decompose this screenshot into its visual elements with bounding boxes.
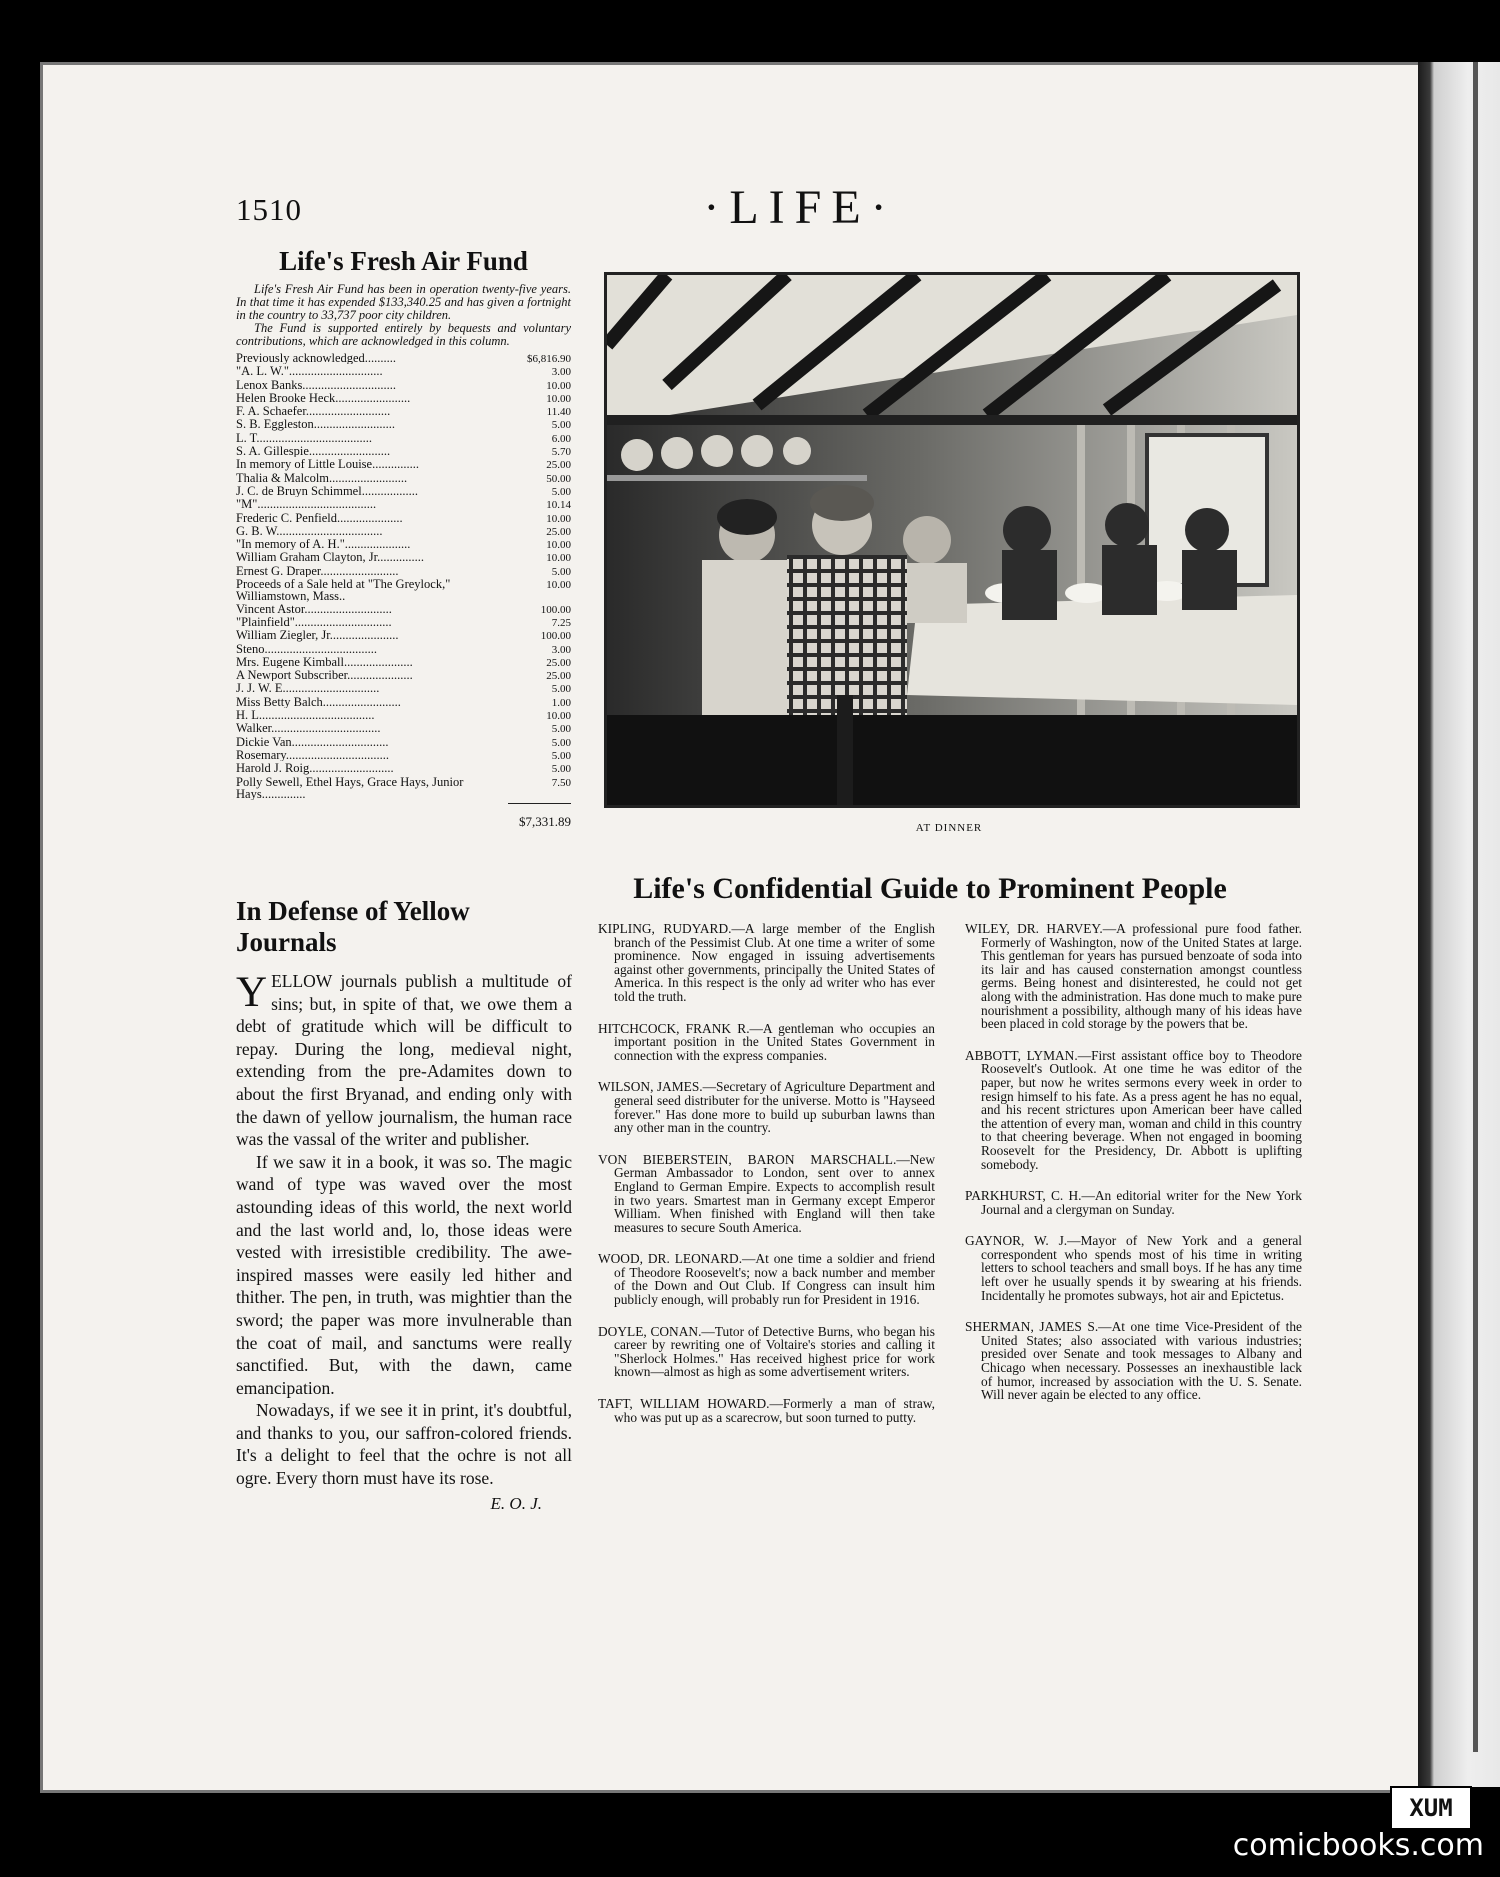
donation-amount: 10.00 [546, 379, 571, 392]
donor-name: J. C. de Bruyn Schimmel.................. [236, 484, 418, 498]
fresh-air-fund-column [236, 246, 571, 830]
donation-row [236, 551, 571, 564]
dinner-photo [604, 272, 1300, 808]
donor-name: William Graham Clayton, Jr............... [236, 551, 425, 564]
donor-name: Rosemary................................. [236, 748, 389, 762]
donation-amount: 10.00 [546, 512, 571, 525]
donation-amount: 5.00 [551, 723, 571, 736]
guide-entry-text: ABBOTT, LYMAN.—First assistant office boy to Theodore Roosevelt's Outlook. At one time he was editor of the paper, but now he writes sermons every week in order to resign himself to his fate. As a press agent he has no equal, and his recent strictures upon American beer have called the attention of every man, woman and child in this country to that cheering beverage. When not engaged in booming Roosevelt for the Presidency, Dr. Abbott is uplifting somebody. [965, 1047, 1302, 1172]
guide-entry [598, 1252, 935, 1306]
guide-entry [965, 1049, 1302, 1171]
article-paragraph: Nowadays, if we see it in print, it's doubtful, and thanks to you, our saffron-colored friends. It's a delight to feel that the ochre is not all ogre. Every thorn must have its rose. [236, 1400, 572, 1489]
donor-name: Lenox Banks.............................. [236, 378, 397, 391]
donation-row [236, 669, 571, 682]
guide-entry [965, 1320, 1302, 1402]
guide-entry [598, 1397, 935, 1424]
donor-name: In memory of Little Louise............... [236, 458, 419, 471]
dinner-photo-illustration [607, 275, 1297, 805]
fresh-air-fund-title: Life's Fresh Air Fund [279, 246, 528, 276]
guide-entry-text: DOYLE, CONAN.—Tutor of Detective Burns, who began his career by rewriting one of Voltaire's stories and calling it "Sherlock Holmes." Has received highest price for work known—almost as high as some advertisement writers. [598, 1323, 935, 1380]
guide-entry [965, 1189, 1302, 1216]
article-paragraph [236, 970, 572, 1151]
donation-row [236, 709, 571, 722]
photo-caption: AT DINNER [915, 822, 983, 834]
donation-total: $7,331.89 [519, 814, 571, 830]
donor-name: Previously acknowledged.......... [236, 352, 397, 365]
guide-entry-text: HITCHCOCK, FRANK R.—A gentleman who occupies an important position in the United States Government in connection with the express companies. [598, 1020, 935, 1063]
author-signature: E. O. J. [490, 1493, 542, 1513]
page-number: 1510 [236, 192, 302, 227]
fund-intro-paragraph: Life's Fresh Air Fund has been in operation twenty-five years. In that time it has expended $133,340.25 and has given a fortnight in the country to 33,737 poor city children. [236, 282, 571, 322]
donation-list [236, 352, 571, 800]
donation-amount: 5.70 [551, 446, 571, 459]
donor-name: H. L..................................... [236, 709, 375, 722]
donation-amount: 5.00 [551, 419, 571, 432]
donation-amount: 100.00 [540, 630, 571, 643]
donation-row [236, 762, 571, 775]
donor-name: Ernest G. Draper......................... [236, 564, 399, 578]
yellow-journals-title: In Defense of Yellow Journals [236, 896, 470, 957]
donation-amount: $6,816.90 [527, 353, 571, 365]
donation-row [236, 525, 571, 538]
donation-amount: 5.00 [551, 736, 571, 749]
guide-title: Life's Confidential Guide to Prominent People [633, 872, 1227, 905]
donation-row [236, 498, 571, 511]
article-paragraph: If we saw it in a book, it was so. The magic wand of type was waved over the most astounding ideas of this world, the next world and the last world and, lo, those ideas were vested with irresistible credibility. The awe-inspired masses were easily led hither and thither. The pen, in truth, was mightier than the sword; the paper was more invulnerable than the coat of mail, and sanctums were really sanctified. But, with the dawn, came emancipation. [236, 1151, 572, 1398]
guide-entry-text: VON BIEBERSTEIN, BARON MARSCHALL.—New German Ambassador to London, sent over to annex England to German Empire. Expects to accomplish result in two years. Smartest man in Germany except Emperor William. When finished with England will then take measures to secure South America. [598, 1151, 935, 1235]
guide-entry [965, 922, 1302, 1031]
donor-name: Mrs. Eugene Kimball...................... [236, 655, 413, 669]
donor-name: "In memory of A. H."..................... [236, 538, 411, 551]
donor-name: S. A. Gillespie.......................... [236, 445, 391, 458]
donor-name: L. T..................................... [236, 431, 372, 445]
donation-amount: 5.00 [551, 565, 571, 578]
donation-amount: 3.00 [551, 366, 571, 379]
guide-entry-text: WILSON, JAMES.—Secretary of Agriculture Department and general seed distributer for the universe. Motto is "Hayseed forever." Has done more to build up suburban lawns than any other man in the country. [598, 1079, 935, 1136]
donation-row [236, 736, 571, 749]
guide-entry-text: PARKHURST, C. H.—An editorial writer for the New York Journal and a clergyman on Sunday. [965, 1188, 1302, 1217]
donation-amount: 5.00 [551, 749, 571, 762]
donation-amount: 7.25 [551, 616, 571, 629]
donor-name: Steno.................................... [236, 642, 377, 655]
donation-row [236, 485, 571, 498]
donation-row [236, 538, 571, 551]
donor-name: Vincent Astor............................ [236, 602, 392, 615]
donor-name: Dickie Van............................... [236, 735, 389, 748]
donation-amount: 100.00 [540, 603, 571, 616]
donation-amount: 3.00 [551, 643, 571, 656]
donation-amount: 25.00 [546, 525, 571, 538]
donation-row [236, 578, 571, 603]
donation-row [236, 432, 571, 445]
donation-amount: 50.00 [546, 472, 571, 485]
donation-row [236, 458, 571, 471]
guide-entry [965, 1234, 1302, 1302]
guide-entry-text: TAFT, WILLIAM HOWARD.—Formerly a man of straw, who was put up as a scarecrow, but soon turned to putty. [598, 1396, 935, 1425]
donor-name: J. J. W. E............................... [236, 682, 380, 695]
donation-amount: 10.00 [546, 392, 571, 405]
guide-entry-text: GAYNOR, W. J.—Mayor of New York and a general correspondent who spends most of his time in writing letters to school teachers and small boys. If he has any time left over he usually spends it by swearing at his friends. Incidentally he promotes subways, hot air and Epictetus. [965, 1233, 1302, 1303]
guide-entry [598, 1325, 935, 1379]
donation-row [236, 405, 571, 418]
article-text: ELLOW journals publish a multitude of sins; but, in spite of that, we owe them a debt of gratitude which will be difficult to repay. During the long, medieval night, extending from the pre-Adamites down to about the first Bryanad, and ending only with the dawn of yellow journalism, the human race was the vassal of the writer and publisher. [236, 971, 572, 1150]
donor-name: Walker................................... [236, 722, 381, 735]
spine-edge [1473, 62, 1478, 1752]
donor-name: "Plainfield"............................... [236, 615, 392, 629]
donation-amount: 10.00 [546, 552, 571, 565]
donor-name: G. B. W.................................. [236, 524, 383, 538]
donation-row [236, 352, 571, 365]
xum-badge: XUM [1390, 1786, 1472, 1830]
guide-entry-text: WILEY, DR. HARVEY.—A professional pure food father. Formerly of Washington, now of the United States at large. This gentleman for years has pursued benzoate of soda into its lair and has caused consternation amongst countless germs. Being honest and disinterested, he could not get along with the administration. Has done much to make pure nourishment a possibility, although many of his ideas have been placed in cold storage by the powers that be. [965, 921, 1302, 1032]
donor-name: "M"...................................... [236, 498, 377, 511]
book-spine [1418, 62, 1500, 1787]
donation-amount: 6.00 [551, 432, 571, 445]
guide-column-left [598, 922, 935, 1442]
donation-row [236, 512, 571, 525]
guide-entry-text: SHERMAN, JAMES S.—At one time Vice-President of the United States; also associated with various industries; presided over Senate and took messages to Albany and Chicago when necessary. Possesses an inexhaustible lack of humor, increased by association with the U. S. Senate. Will never again be elected to any office. [965, 1319, 1302, 1403]
donation-row [236, 749, 571, 762]
donor-name: F. A. Schaefer........................... [236, 405, 391, 418]
donation-amount: 11.40 [546, 406, 571, 419]
yellow-journals-article [236, 896, 572, 1514]
donation-amount: 10.00 [546, 710, 571, 723]
donor-name: S. B. Eggleston.......................... [236, 418, 396, 431]
guide-entry-text: KIPLING, RUDYARD.—A large member of the English branch of the Pessimist Club. At one time a writer of some prominence. Now engaged in issuing advertisements against other governments, principally the United States of America. In this respect is the only ad writer who has ever told the truth. [598, 921, 935, 1004]
masthead: ·LIFE· [703, 181, 897, 234]
donor-name: A Newport Subscriber..................... [236, 669, 413, 682]
donation-amount: 25.00 [546, 656, 571, 669]
donation-row [236, 392, 571, 405]
donation-row [236, 656, 571, 669]
fresh-air-fund-intro [236, 283, 571, 348]
donor-name: Proceeds of a Sale held at "The Greylock," Williamstown, Mass.. [236, 578, 451, 603]
donation-amount: 10.00 [546, 579, 571, 592]
donation-amount: 10.14 [546, 499, 571, 512]
donor-name: Helen Brooke Heck........................ [236, 391, 411, 405]
donor-name: "A. L. W.".............................. [236, 365, 383, 378]
donation-row [236, 418, 571, 431]
donation-row [236, 682, 571, 695]
donation-amount: 25.00 [546, 670, 571, 683]
donation-row [236, 472, 571, 485]
donation-row [236, 365, 571, 378]
donor-name: Miss Betty Balch......................... [236, 695, 401, 709]
donation-amount: 25.00 [546, 459, 571, 472]
donation-row [236, 565, 571, 578]
donation-amount: 5.00 [551, 763, 571, 776]
fund-intro-paragraph: The Fund is supported entirely by bequests and voluntary contributions, which are acknowledged in this column. [236, 321, 571, 348]
guide-column-right [965, 922, 1302, 1420]
donation-row [236, 722, 571, 735]
guide-entry [598, 922, 935, 1004]
drop-cap: Y [236, 969, 268, 1016]
guide-entry [598, 1153, 935, 1235]
donation-amount: 10.00 [546, 539, 571, 552]
site-watermark: comicbooks.com [1232, 1828, 1484, 1863]
donation-row [236, 696, 571, 709]
donation-row [236, 616, 571, 629]
donor-name: Thalia & Malcolm......................... [236, 471, 408, 484]
guide-entry-text: WOOD, DR. LEONARD.—At one time a soldier and friend of Theodore Roosevelt's; now a back number and member of the Down and Out Club. If Congress can insult him publicly enough, will probably run for President in 1916. [598, 1251, 935, 1308]
donation-amount: 5.00 [551, 485, 571, 498]
donation-row [236, 643, 571, 656]
donor-name: William Ziegler, Jr...................... [236, 629, 399, 642]
donation-row [236, 629, 571, 642]
donation-amount: 5.00 [551, 683, 571, 696]
donation-row [236, 776, 571, 801]
donor-name: Polly Sewell, Ethel Hays, Grace Hays, Junior Hays.............. [236, 775, 464, 801]
donation-row [236, 445, 571, 458]
donation-row [236, 603, 571, 616]
donation-row [236, 379, 571, 392]
donation-amount: 1.00 [551, 696, 571, 709]
guide-entry [598, 1080, 935, 1134]
donation-amount: 7.50 [551, 776, 571, 789]
total-rule [508, 803, 571, 830]
donor-name: Harold J. Roig........................... [236, 762, 394, 775]
guide-entry [598, 1022, 935, 1063]
donor-name: Frederic C. Penfield..................... [236, 511, 403, 524]
